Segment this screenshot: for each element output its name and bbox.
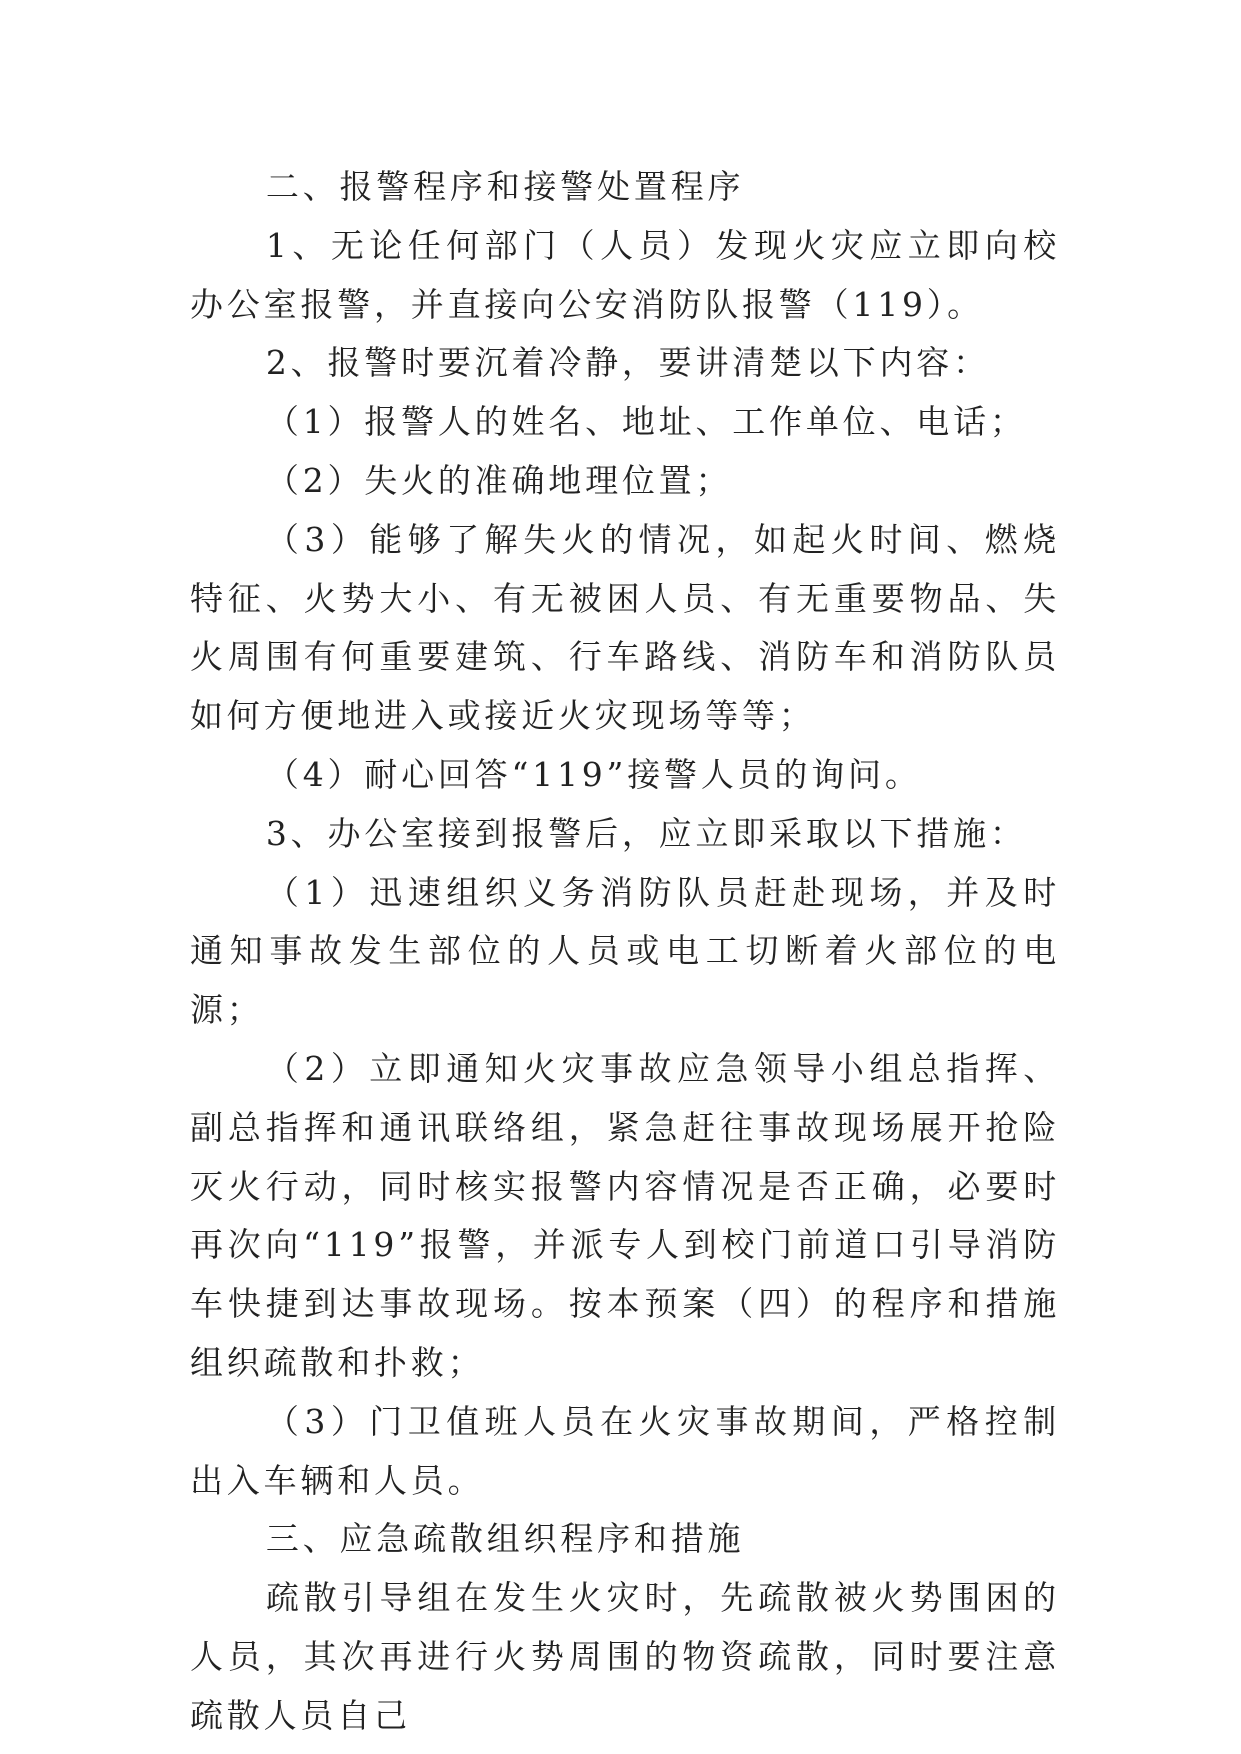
paragraph-subitem-2-4: （4）耐心回答“119”接警人员的询问。: [265, 754, 922, 794]
section-heading-alarm-procedure: 二、报警程序和接警处置程序: [265, 167, 745, 206]
paragraph-item-3: 3、办公室接到报警后，应立即采取以下措施：: [265, 813, 1027, 853]
paragraph-subitem-3-3: （3）门卫值班人员在火灾事故期间，严格控制出入车辆和人员。: [190, 1401, 1060, 1500]
paragraph-subitem-3-1: （1）迅速组织义务消防队员赶赴现场，并及时通知事故发生部位的人员或电工切断着火部位的电源；: [190, 872, 1060, 1030]
paragraph-item-1: 1、无论任何部门（人员）发现火灾应立即向校办公室报警，并直接向公安消防队报警（119）。: [190, 225, 1060, 324]
document-body: [190, 158, 1060, 1746]
paragraph-subitem-3-2: （2）立即通知火灾事故应急领导小组总指挥、副总指挥和通讯联络组，紧急赶往事故现场展开抢险灭火行动，同时核实报警内容情况是否正确，必要时再次向“119”报警，并派专人到校门前道口引导消防车快捷到达事故现场。按本预案（四）的程序和措施组织疏散和扑救；: [190, 1048, 1060, 1382]
paragraph-subitem-2-3: （3）能够了解失火的情况，如起火时间、燃烧特征、火势大小、有无被困人员、有无重要物品、失火周围有何重要建筑、行车路线、消防车和消防队员如何方便地进入或接近火灾现场等等；: [190, 519, 1060, 736]
section-heading-evacuation: 三、应急疏散组织程序和措施: [265, 1519, 745, 1559]
paragraph-subitem-2-1: （1）报警人的姓名、地址、工作单位、电话；: [265, 402, 1027, 442]
paragraph-item-2: 2、报警时要沉着冷静，要讲清楚以下内容：: [265, 343, 990, 383]
paragraph-evacuation-body: 疏散引导组在发生火灾时，先疏散被火势围困的人员，其次再进行火势周围的物资疏散，同时要注意疏散人员自己: [190, 1578, 1060, 1735]
paragraph-subitem-2-2: （2）失火的准确地理位置；: [265, 460, 733, 500]
